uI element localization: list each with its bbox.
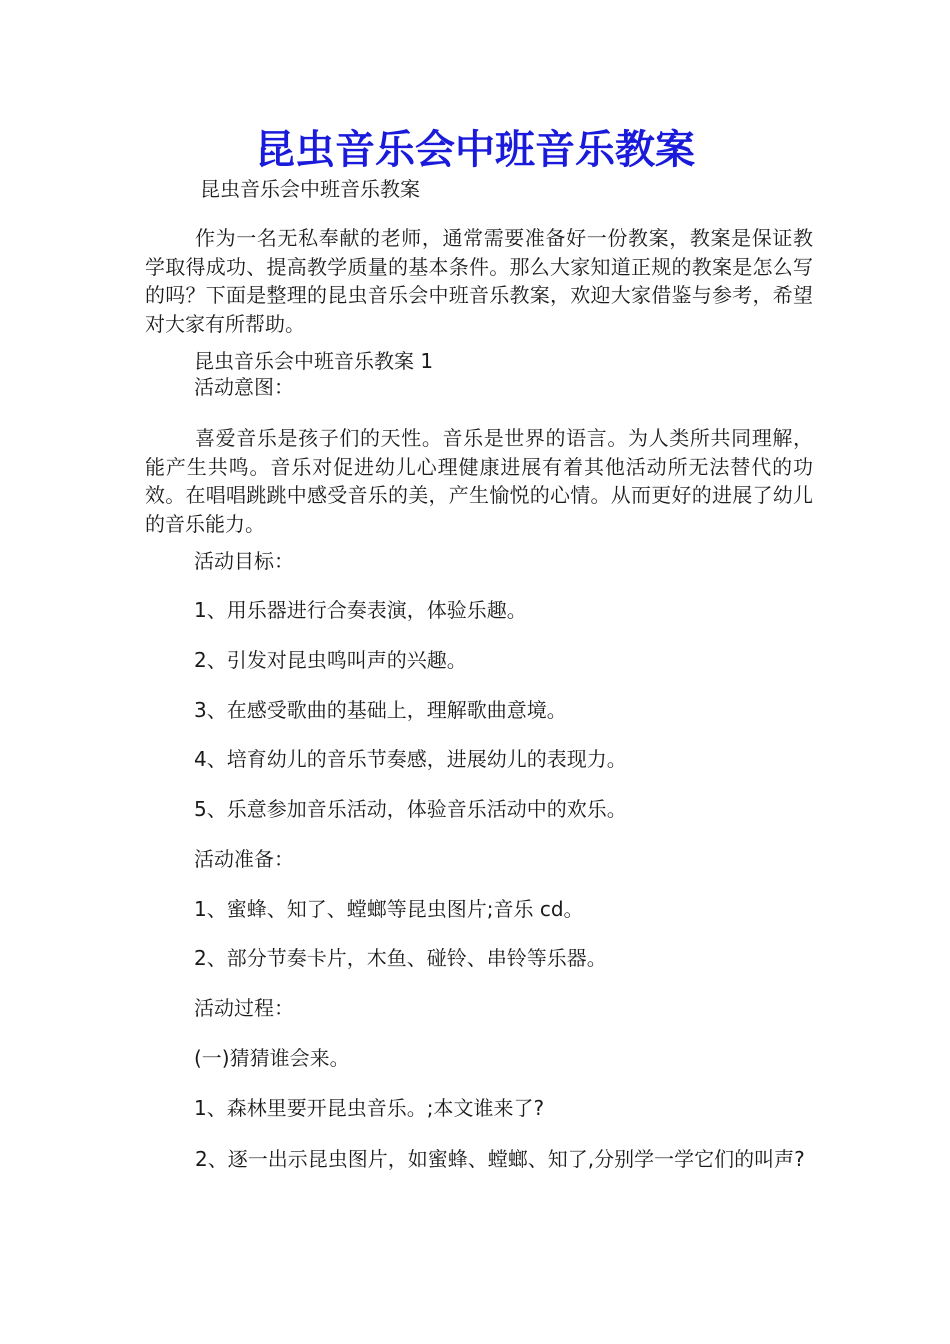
intent-heading: 活动意图： bbox=[194, 375, 294, 399]
intro-paragraph: 作为一名无私奉献的老师，通常需要准备好一份教案，教案是保证教学取得成功、提高教学质量的基本条件。那么大家知道正规的教案是怎么写的吗？下面是整理的昆虫音乐会中班音乐教案，欢迎大家借鉴与参考，希望对大家有所帮助。 bbox=[145, 226, 813, 336]
goal-item: 1、用乐器进行合奏表演，体验乐趣。 bbox=[194, 598, 527, 622]
goal-item: 2、引发对昆虫鸣叫声的兴趣。 bbox=[194, 648, 467, 672]
goals-heading: 活动目标： bbox=[194, 549, 294, 573]
prep-item: 2、部分节奏卡片，木鱼、碰铃、串铃等乐器。 bbox=[194, 946, 607, 970]
process-step: 2、逐一出示昆虫图片，如蜜蜂、螳螂、知了,分别学一学它们的叫声? bbox=[195, 1147, 805, 1171]
document-title: 昆虫音乐会中班音乐教案 bbox=[255, 126, 695, 173]
section-title: 昆虫音乐会中班音乐教案 1 bbox=[194, 349, 434, 373]
goal-item: 4、培育幼儿的音乐节奏感，进展幼儿的表现力。 bbox=[194, 747, 627, 771]
document-subtitle: 昆虫音乐会中班音乐教案 bbox=[200, 177, 420, 201]
prep-heading: 活动准备： bbox=[194, 847, 294, 871]
process-heading: 活动过程： bbox=[194, 996, 294, 1020]
process-subheading: (一)猜猜谁会来。 bbox=[194, 1046, 350, 1070]
intent-paragraph: 喜爱音乐是孩子们的天性。音乐是世界的语言。为人类所共同理解，能产生共鸣。音乐对促进幼儿心理健康进展有着其他活动所无法替代的功效。在唱唱跳跳中感受音乐的美，产生愉悦的心情。从而更好的进展了幼儿的音乐能力。 bbox=[145, 426, 813, 536]
prep-item: 1、蜜蜂、知了、螳螂等昆虫图片;音乐 cd。 bbox=[194, 897, 584, 921]
goal-item: 3、在感受歌曲的基础上，理解歌曲意境。 bbox=[194, 698, 567, 722]
goal-item: 5、乐意参加音乐活动，体验音乐活动中的欢乐。 bbox=[194, 797, 627, 821]
process-step: 1、森林里要开昆虫音乐。;本文谁来了? bbox=[194, 1096, 545, 1120]
